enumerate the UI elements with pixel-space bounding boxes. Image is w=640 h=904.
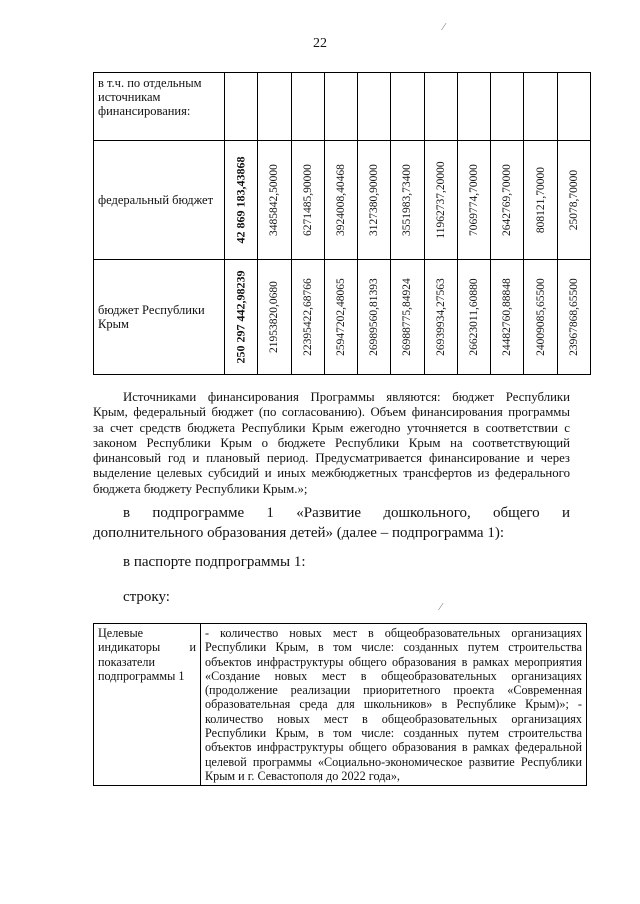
federal-total: 42 869 183,43868	[233, 156, 248, 244]
passport-row-label	[94, 624, 201, 786]
empty-cell	[324, 73, 357, 141]
empty-cell	[491, 73, 524, 141]
scan-mark: ⁄	[440, 602, 442, 613]
year-value-cell	[391, 141, 424, 260]
year-value: 26989560,81393	[368, 278, 381, 356]
year-value-cell	[524, 141, 557, 260]
year-value-cell	[491, 141, 524, 260]
year-value-cell	[358, 260, 391, 375]
label-line: подпрограммы 1	[98, 668, 185, 683]
year-value: 26939934,27563	[434, 278, 447, 356]
empty-cell	[358, 73, 391, 141]
year-value-cell	[258, 141, 291, 260]
year-value: 3551983,73400	[401, 164, 414, 236]
page-number: 22	[313, 36, 327, 51]
passport-row	[94, 624, 587, 786]
empty-cell	[524, 73, 557, 141]
crimea-budget-row	[94, 260, 591, 375]
year-value-cell	[291, 260, 324, 375]
subprogram-intro-line-2: дополнительного образования детей» (далее – подпрограмма 1):	[93, 525, 504, 541]
year-value-cell	[491, 260, 524, 375]
paragraph-line: финансовый год и плановый период. Предусматривается финансирование и через	[93, 451, 570, 466]
year-value: 3127380,90000	[368, 164, 381, 236]
year-value: 25947202,48065	[334, 278, 347, 356]
year-value: 26988775,84924	[401, 278, 414, 356]
empty-cell	[258, 73, 291, 141]
scan-mark: ⁄	[443, 22, 445, 33]
paragraph-last-line: бюджета бюджету Республики Крым.»;	[93, 481, 308, 496]
year-value-cell	[457, 141, 490, 260]
row-line: строку:	[123, 589, 170, 605]
year-value: 22395422,68766	[301, 278, 314, 356]
year-value-cell	[258, 260, 291, 375]
empty-cell	[557, 73, 590, 141]
year-value-cell	[391, 260, 424, 375]
year-value: 6271485,90000	[301, 164, 314, 236]
paragraph-line: Крым, федеральный бюджет (по согласованию). Объем финансирования программы	[93, 405, 570, 420]
year-value: 25078,70000	[567, 169, 580, 231]
crimea-budget-label: бюджет Республики Крым	[94, 260, 225, 375]
financing-sources-paragraph	[93, 390, 570, 497]
year-value: 21953820,0680	[268, 281, 281, 353]
passport-table	[93, 623, 587, 786]
label-line: индикаторы и	[98, 640, 196, 655]
crimea-total: 250 297 442,98239	[233, 270, 248, 364]
paragraph-line: за счет средств бюджета Республики Крым ежегодно уточняется в соответствии с	[93, 420, 570, 435]
year-value-cell	[557, 141, 590, 260]
year-value: 3485842,50000	[268, 164, 281, 236]
year-value-cell	[557, 260, 590, 375]
year-value: 2642769,70000	[501, 164, 514, 236]
crimea-total-cell	[225, 260, 258, 375]
financing-table	[93, 72, 591, 375]
federal-budget-row	[94, 141, 591, 260]
year-value: 24482760,88848	[501, 278, 514, 356]
year-value-cell	[424, 141, 457, 260]
passport-line: в паспорте подпрограммы 1:	[123, 554, 306, 570]
year-value-cell	[457, 260, 490, 375]
paragraph-line: Источниками финансирования Программы являются: бюджет Республики	[123, 390, 570, 404]
paragraph-line: законом Республики Крым о бюджете Республики Крым на соответствующий	[93, 435, 570, 450]
financing-header-row	[94, 73, 591, 141]
year-value-cell	[524, 260, 557, 375]
year-value: 26623011,60880	[467, 278, 480, 356]
year-value-cell	[424, 260, 457, 375]
empty-cell	[424, 73, 457, 141]
empty-cell	[291, 73, 324, 141]
subprogram-intro-line: в подпрограмме 1 «Развитие дошкольного, общего и	[123, 505, 570, 521]
federal-total-cell	[225, 141, 258, 260]
year-value-cell	[324, 260, 357, 375]
year-value: 11962737,20000	[434, 161, 447, 239]
year-value: 7069774,70000	[467, 164, 480, 236]
empty-cell	[225, 73, 258, 141]
year-value: 3924008,40468	[334, 164, 347, 236]
year-value: 808121,70000	[534, 166, 547, 234]
year-value: 23967868,65500	[567, 278, 580, 356]
empty-cell	[457, 73, 490, 141]
year-value-cell	[358, 141, 391, 260]
year-value-cell	[324, 141, 357, 260]
year-value: 24009085,65500	[534, 278, 547, 356]
federal-budget-label: федеральный бюджет	[94, 141, 225, 260]
label-line: Целевые	[98, 626, 144, 640]
empty-cell	[391, 73, 424, 141]
financing-header-label: в т.ч. по отдельным источникам финансирования:	[94, 73, 225, 141]
label-line: показатели	[98, 654, 156, 669]
paragraph-line: выделение целевых субсидий и иных межбюджетных трансфертов из федерального	[93, 466, 570, 481]
passport-row-content: - количество новых мест в общеобразовательных организациях Республики Крым, в том числе: созданных путем строительства объектов инфраструктуры общего образования в рамках мероприятия «Создание новых мест в общеобразовательных организациях (продолжение реализации приоритетного проекта «Современная образовательная среда для школьников» в Республике Крым)»; - количество новых мест в общеобразовательных организациях Республики Крым, в том числе: созданных путем строительства объектов инфраструктуры общего образования в рамках федеральной целевой программы «Социально-экономическое развитие Республики Крым и г. Севастополя до 2022 года»,	[201, 624, 587, 786]
year-value-cell	[291, 141, 324, 260]
